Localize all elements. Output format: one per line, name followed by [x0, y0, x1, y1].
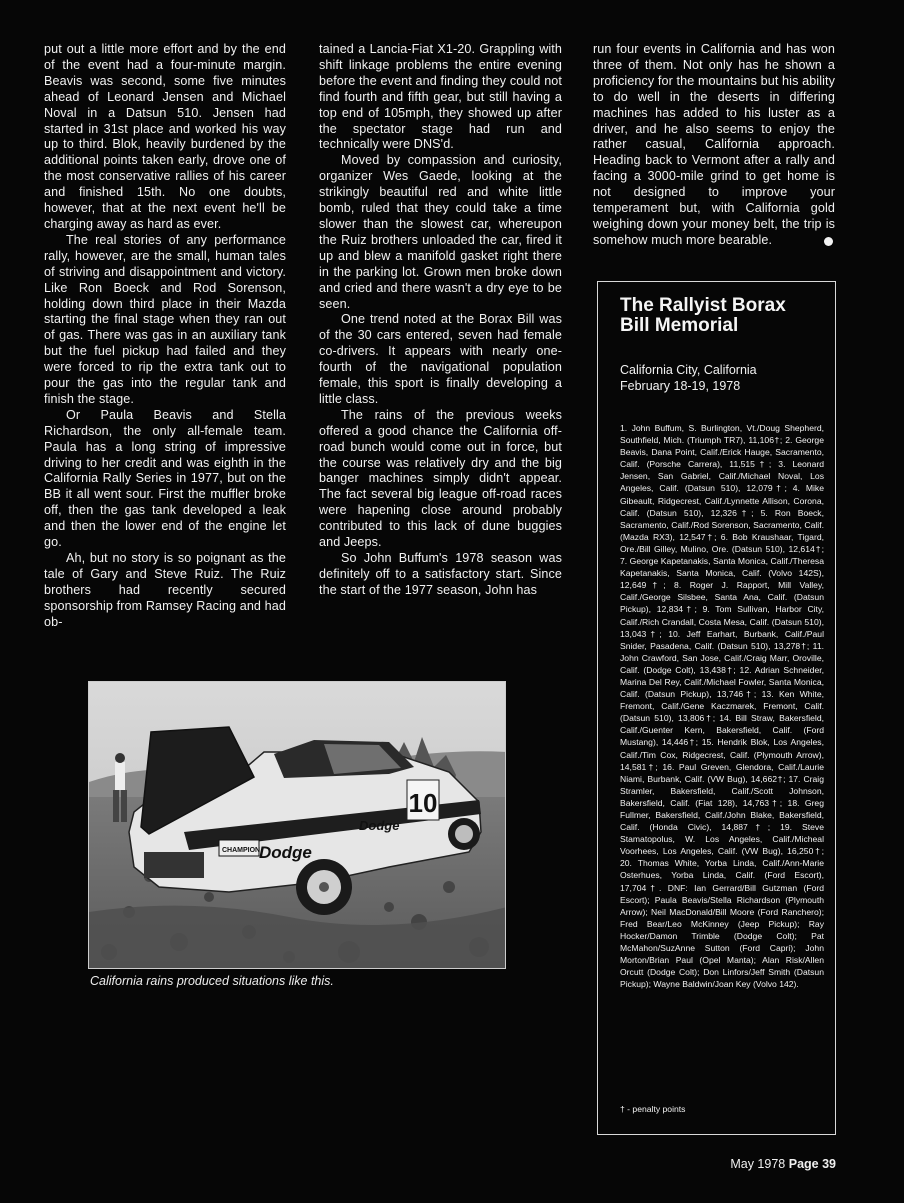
paragraph: The rains of the previous weeks offered a good chance the California off-road bunch would come out in force, but the course was relatively dry and the big banger machines simply didn't appear. The fact several big league off-road races were hapening close around probably contributed to this lack of dune buggies and Jeeps.: [319, 407, 562, 550]
issue-date: May 1978: [730, 1157, 786, 1171]
event-date: February 18-19, 1978: [620, 379, 741, 393]
event-location: California City, California: [620, 363, 757, 377]
side-logo: Dodge: [259, 843, 312, 862]
photo-caption: California rains produced situations like this.: [90, 974, 334, 988]
sponsor-sticker: CHAMPION: [222, 847, 261, 854]
paragraph: put out a little more effort and by the end of the event had a four-minute margin. Beavis was second, some five minutes ahead of Leonard Jensen and Michael Noval in a Datsun 510. Jensen had started in 31st place and worked his way up to third. Blok, heavily burdened by the additional points taken early, drove one of the most conservative rallies of his career and finished 15th. No one doubts, however, that at the next event he'll be charging away as hard as ever.: [44, 42, 286, 231]
paragraph-text: run four events in California and has won three of them. Not only has he shown a proficiency for the mountains but his ability to do well in the deserts in differing machines has added to his luster as a driver, and he also seems to enjoy the rather casual, California approach. Heading back to Vermont after a rally and facing a 3000-mile grind to get home is not designed to improve your temperament but, with California gold weighing down your money belt, the trip is somehow much more bearable.: [593, 42, 835, 247]
paragraph: One trend noted at the Borax Bill was of the 30 cars entered, seven had female co-drivers. It appears with nearly one-fourth of the navigational population female, this sport is finally developing a little class.: [319, 312, 562, 406]
paragraph: So John Buffum's 1978 season was definitely off to a satisfactory start. Since the start of the 1977 season, John has: [319, 551, 562, 597]
door-logo: Dodge: [359, 818, 400, 833]
page-number: Page 39: [788, 1157, 836, 1171]
article-column-2: [319, 42, 562, 599]
paragraph: [593, 42, 835, 249]
paragraph: tained a Lancia-Fiat X1-20. Grappling with shift linkage problems the entire evening before the event and finding they could not find fourth and fifth gear, but still having a top end of 105mph, they showed up after the spectator stage had run and technically were DNS'd.: [319, 42, 562, 152]
paragraph: Or Paula Beavis and Stella Richardson, the only all-female team. Paula has a long string of impressive driving to her credit and was eighth in the California Rally Series in 1977, but on the BB it all went sour. First the muffler broke off, then the gas tank developed a leak and then the lower end of the engine let go.: [44, 407, 286, 550]
page-footer: [730, 1157, 836, 1171]
penalty-footnote: † - penalty points: [620, 1104, 686, 1114]
sidebar-title: The Rallyist Borax Bill Memorial: [620, 295, 786, 336]
results-sidebar: [597, 281, 836, 1135]
results-list: 1. John Buffum, S. Burlington, Vt./Doug Shepherd, Southfield, Mich. (Triumph TR7), 11,106†; 2. George Beavis, Dana Point, Calif./Erick Hauge, Sacramento, Calif. (Porsche Carrera), 11,515†; 3. Leonard Jensen, San Gabriel, Calif./Michael Noval, Los Angeles, Calif. (Datsun 510), 12,079†; 4. Mike Gibeault, Ridgecrest, Calif./Lynnette Allison, Corona, Calif. (Datsun 510), 12,326†; 5. Ron Boeck, Sacramento, Calif./Rod Sorenson, Sacramento, Calif. (Mazda RX3), 12,547†; 6. Bob Kraushaar, Tigard, Ore./Bill Gilley, Mulino, Ore. (Datsun 510), 12,614†; 7. George Kapetanakis, Santa Monica, Calif./Theresa Kapetanakis, Santa Monica, Calif. (Volvo 142S), 12,649†; 8. Roger J. Rapport, Mill Valley, Calif./George Silsbee, Santa Ana, Calif. (Datsun Pickup), 12,834†; 9. Tom Sullivan, Harbor City, Calif./Rich Crandall, Costa Mesa, Calif. (Datsun 510), 13,043†; 10. Jeff Earhart, Burbank, Calif./Paul Snider, Pasadena, Calif. (Datsun 510), 13,278†; 11. John Crawford, San Jose, Calif./Craig Marr, Oroville, Calif. (Dodge Colt), 13,438†; 12. Adrian Schneider, Marina Del Rey, Calif./Michael Fowler, Santa Monica, Calif. (Datsun Pickup), 13,746†; 13. Ken White, Fremont, Calif./Gene Kaczmarek, Fremont, Calif. (Datsun 510), 13,806†; 14. Bill Straw, Bakersfield, Calif./Guenter Kern, Bakersfield, Calif. (Ford Mustang), 14,446†; 15. Hendrik Blok, Los Angeles, Calif./Tim Cox, Ridgecrest, Calif. (Plymouth Arrow), 14,581†; 16. Paul Greven, Glendora, Calif./Laurie Niami, Burbank, Calif. (VW Bug), 14,662†; 17. Craig Stramler, Bakersfield, Calif./Scott Johnson, Bakersfield, Calif. (Fiat 128), 14,763†; 18. Greg Fullmer, Bakersfield, Calif./John Blake, Bakersfield, Calif. (Honda Civic), 14,887†; 19. Steve Stamatopolus, W. Los Angeles, Calif./Micheal Voorhees, Los Angeles, Calif. (VW Bug), 16,250†; 20. Thomas White, Yorba Linda, Calif./Ann-Marie Osterhues, Yorba Linda, Calif. (Ford Escort), 17,704†. DNF: Ian Gerrard/Bill Gutzman (Ford Escort); Paula Beavis/Stella Richardson (Plymouth Arrow); Neil MacDonald/Bill Moore (Ford Ranchero); Fred Bear/Leo McKinney (Jeep Pickup); Ray Hocker/Damon Trimble (Dodge Colt); Pat McMahon/SuzAnne Sutton (Ford Capri); John Morton/Brian Paul (Opel Manta); Alan Risk/Allen Orcutt (Dodge Colt); Don Linfors/Jeff Smith (Datsun Pickup); Wayne Baldwin/Joan Key (Volvo 142).: [620, 423, 824, 990]
end-of-article-bullet-icon: [824, 237, 833, 246]
paragraph: Moved by compassion and curiosity, organizer Wes Gaede, looking at the strikingly beautiful red and white little bomb, ruled that they could take a time slower than the slowest car, whereupon the Ruiz brothers unloaded the car, fired it up and blew a manifold gasket right there in the parking lot. Grown men broke down and cried and there wasn't a dry eye to be seen.: [319, 153, 562, 311]
dodge-rally-car-in-mud-image: [89, 682, 506, 969]
article-column-3: [593, 42, 835, 249]
rally-car-photo: [88, 681, 506, 969]
article-column-1: [44, 42, 286, 631]
paragraph: Ah, but no story is so poignant as the tale of Gary and Steve Ruiz. The Ruiz brothers had recently secured sponsorship from Ramsey Racing and had ob-: [44, 551, 286, 629]
car-number: 10: [408, 788, 438, 818]
paragraph: The real stories of any performance rally, however, are the small, human tales of striving and disappointment and victory. Like Ron Boeck and Rod Sorenson, holding down third place in their Mazda starting the final stage when they ran out of gas. There was gas in an auxiliary tank but the fuel pickup had failed and they were forced to rip the extra tank out to pour the gas into the regular tank and finish the stage.: [44, 232, 286, 406]
